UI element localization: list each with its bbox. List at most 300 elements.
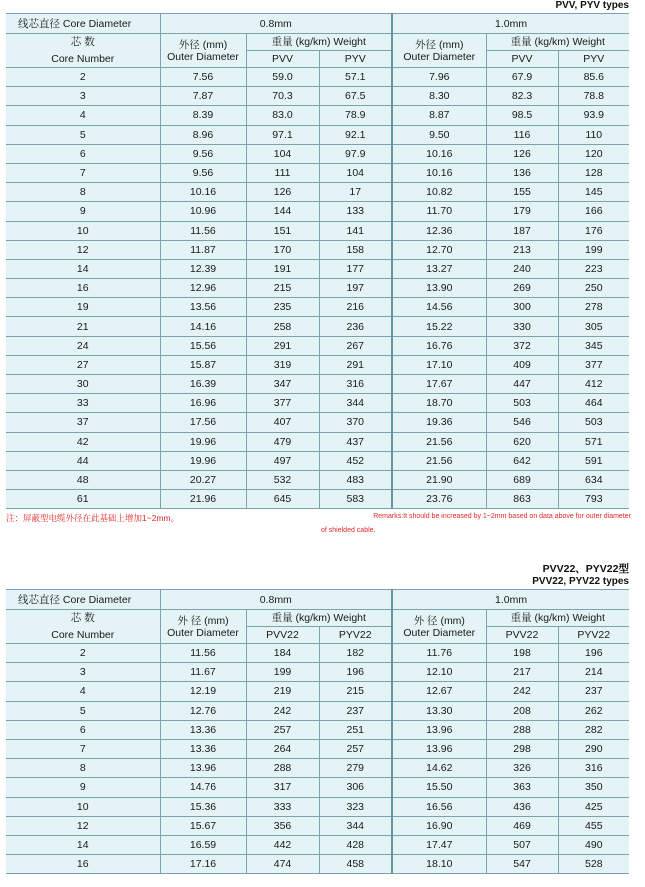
table-row bbox=[6, 413, 629, 432]
cell-weight-a-10: 179 bbox=[486, 202, 558, 221]
cell-weight-a-08: 442 bbox=[246, 835, 319, 854]
diameter-10-header: 1.0mm bbox=[392, 590, 629, 610]
cell-outer-diameter-08: 11.87 bbox=[160, 240, 246, 259]
cell-weight-b-10: 120 bbox=[558, 144, 629, 163]
cell-core-number: 12 bbox=[6, 240, 160, 259]
cell-weight-a-10: 372 bbox=[486, 336, 558, 355]
cell-weight-b-10: 196 bbox=[558, 644, 629, 663]
cell-weight-a-08: 191 bbox=[246, 259, 319, 278]
cell-weight-b-10: 128 bbox=[558, 163, 629, 182]
cell-outer-diameter-08: 16.39 bbox=[160, 375, 246, 394]
cell-weight-b-08: 237 bbox=[319, 701, 392, 720]
cell-weight-b-08: 97.9 bbox=[319, 144, 392, 163]
cell-core-number: 16 bbox=[6, 279, 160, 298]
table-row bbox=[6, 106, 629, 125]
col-pyv-10: PYV bbox=[558, 51, 629, 68]
cell-weight-b-08: 344 bbox=[319, 816, 392, 835]
cell-outer-diameter-10: 15.22 bbox=[392, 317, 486, 336]
cell-weight-a-10: 689 bbox=[486, 470, 558, 489]
cell-weight-a-08: 242 bbox=[246, 701, 319, 720]
cell-weight-b-08: 344 bbox=[319, 394, 392, 413]
cell-weight-a-08: 219 bbox=[246, 682, 319, 701]
cell-weight-a-10: 363 bbox=[486, 778, 558, 797]
cell-core-number: 9 bbox=[6, 202, 160, 221]
table-row bbox=[6, 739, 629, 758]
cell-outer-diameter-08: 16.59 bbox=[160, 835, 246, 854]
cell-weight-b-10: 250 bbox=[558, 279, 629, 298]
table1-type-title: PVV, PYV types bbox=[555, 0, 629, 11]
cell-weight-b-08: 279 bbox=[319, 759, 392, 778]
cell-core-number: 10 bbox=[6, 221, 160, 240]
cell-weight-a-08: 111 bbox=[246, 163, 319, 182]
table-row bbox=[6, 701, 629, 720]
cell-outer-diameter-10: 13.90 bbox=[392, 279, 486, 298]
table-row bbox=[6, 125, 629, 144]
cell-outer-diameter-10: 9.50 bbox=[392, 125, 486, 144]
cell-weight-a-10: 288 bbox=[486, 720, 558, 739]
spec-table-pvv-pyv bbox=[6, 13, 629, 509]
cell-outer-diameter-08: 12.19 bbox=[160, 682, 246, 701]
cell-outer-diameter-10: 21.90 bbox=[392, 470, 486, 489]
table-row bbox=[6, 317, 629, 336]
cell-weight-b-10: 262 bbox=[558, 701, 629, 720]
cell-weight-a-08: 264 bbox=[246, 739, 319, 758]
cell-outer-diameter-10: 10.16 bbox=[392, 144, 486, 163]
cell-outer-diameter-10: 21.56 bbox=[392, 432, 486, 451]
table-row bbox=[6, 375, 629, 394]
cell-weight-b-08: 236 bbox=[319, 317, 392, 336]
cell-weight-a-08: 291 bbox=[246, 336, 319, 355]
cell-outer-diameter-08: 7.87 bbox=[160, 87, 246, 106]
cell-core-number: 33 bbox=[6, 394, 160, 413]
cell-outer-diameter-08: 9.56 bbox=[160, 144, 246, 163]
cell-weight-b-08: 452 bbox=[319, 451, 392, 470]
cell-weight-b-08: 370 bbox=[319, 413, 392, 432]
outer-diameter-en: Outer Diameter bbox=[167, 50, 239, 63]
cell-core-number: 30 bbox=[6, 375, 160, 394]
cell-weight-b-08: 182 bbox=[319, 644, 392, 663]
cell-weight-a-10: 198 bbox=[486, 644, 558, 663]
weight-header-08: 重量 (kg/km) Weight bbox=[246, 34, 392, 51]
cell-weight-b-10: 145 bbox=[558, 183, 629, 202]
cell-weight-a-10: 863 bbox=[486, 490, 558, 509]
cell-weight-b-10: 345 bbox=[558, 336, 629, 355]
cell-weight-a-08: 199 bbox=[246, 663, 319, 682]
cell-weight-b-10: 425 bbox=[558, 797, 629, 816]
cell-weight-a-08: 59.0 bbox=[246, 68, 319, 87]
remark-english-line2: of shielded cable. bbox=[321, 527, 376, 534]
cell-outer-diameter-08: 15.87 bbox=[160, 355, 246, 374]
table-row bbox=[6, 259, 629, 278]
cell-core-number: 2 bbox=[6, 68, 160, 87]
outer-diameter-en: Outer Diameter bbox=[403, 50, 476, 63]
cell-outer-diameter-08: 13.36 bbox=[160, 739, 246, 758]
table-row bbox=[6, 336, 629, 355]
cell-weight-b-10: 110 bbox=[558, 125, 629, 144]
cell-outer-diameter-10: 17.67 bbox=[392, 375, 486, 394]
table2-type-title-cn: PVV22、PYV22型 bbox=[542, 563, 629, 575]
cell-weight-a-08: 347 bbox=[246, 375, 319, 394]
col-pyv22-10: PYV22 bbox=[558, 627, 629, 644]
cell-outer-diameter-08: 14.16 bbox=[160, 317, 246, 336]
cell-weight-b-10: 377 bbox=[558, 355, 629, 374]
cell-weight-a-10: 507 bbox=[486, 835, 558, 854]
cell-weight-b-10: 793 bbox=[558, 490, 629, 509]
table-row bbox=[6, 470, 629, 489]
diameter-10-header: 1.0mm bbox=[392, 14, 629, 34]
table-row bbox=[6, 279, 629, 298]
cell-core-number: 61 bbox=[6, 490, 160, 509]
cell-weight-b-08: 133 bbox=[319, 202, 392, 221]
outer-diameter-header-08 bbox=[160, 34, 246, 68]
cell-outer-diameter-10: 15.50 bbox=[392, 778, 486, 797]
cell-weight-b-10: 223 bbox=[558, 259, 629, 278]
cell-core-number: 5 bbox=[6, 701, 160, 720]
remark-english bbox=[321, 510, 641, 538]
cell-weight-a-10: 546 bbox=[486, 413, 558, 432]
cell-outer-diameter-08: 15.36 bbox=[160, 797, 246, 816]
cell-weight-a-08: 126 bbox=[246, 183, 319, 202]
table-row bbox=[6, 432, 629, 451]
cell-weight-a-10: 136 bbox=[486, 163, 558, 182]
cell-outer-diameter-10: 16.56 bbox=[392, 797, 486, 816]
core-number-en: Core Number bbox=[51, 628, 115, 641]
cell-outer-diameter-10: 17.10 bbox=[392, 355, 486, 374]
table-row bbox=[6, 778, 629, 797]
cell-outer-diameter-10: 16.76 bbox=[392, 336, 486, 355]
cell-weight-b-08: 483 bbox=[319, 470, 392, 489]
cell-weight-b-08: 216 bbox=[319, 298, 392, 317]
cell-weight-a-10: 326 bbox=[486, 759, 558, 778]
cell-weight-b-08: 215 bbox=[319, 682, 392, 701]
cell-outer-diameter-10: 13.30 bbox=[392, 701, 486, 720]
outer-diameter-en: Outer Diameter bbox=[403, 626, 476, 639]
spec-table-pvv22-pyv22 bbox=[6, 589, 629, 874]
cell-weight-b-10: 503 bbox=[558, 413, 629, 432]
cell-weight-b-08: 196 bbox=[319, 663, 392, 682]
cell-weight-b-10: 199 bbox=[558, 240, 629, 259]
cell-core-number: 6 bbox=[6, 720, 160, 739]
cell-weight-a-10: 642 bbox=[486, 451, 558, 470]
cell-weight-b-08: 323 bbox=[319, 797, 392, 816]
cell-weight-a-10: 187 bbox=[486, 221, 558, 240]
cell-outer-diameter-08: 20.27 bbox=[160, 470, 246, 489]
cell-weight-a-08: 184 bbox=[246, 644, 319, 663]
cell-weight-a-08: 97.1 bbox=[246, 125, 319, 144]
cell-outer-diameter-10: 12.67 bbox=[392, 682, 486, 701]
outer-diameter-cn: 外 径 (mm) bbox=[413, 614, 465, 627]
weight-header-08: 重量 (kg/km) Weight bbox=[246, 610, 392, 627]
outer-diameter-cn: 外径 (mm) bbox=[415, 38, 464, 51]
cell-core-number: 27 bbox=[6, 355, 160, 374]
cell-weight-b-08: 583 bbox=[319, 490, 392, 509]
cell-weight-a-10: 469 bbox=[486, 816, 558, 835]
cell-core-number: 8 bbox=[6, 759, 160, 778]
table-row bbox=[6, 221, 629, 240]
cell-weight-b-10: 214 bbox=[558, 663, 629, 682]
cell-weight-a-10: 82.3 bbox=[486, 87, 558, 106]
cell-outer-diameter-08: 8.96 bbox=[160, 125, 246, 144]
cell-outer-diameter-08: 13.96 bbox=[160, 759, 246, 778]
cell-core-number: 16 bbox=[6, 855, 160, 874]
cell-weight-b-08: 78.9 bbox=[319, 106, 392, 125]
cell-core-number: 3 bbox=[6, 87, 160, 106]
cell-outer-diameter-08: 14.76 bbox=[160, 778, 246, 797]
cell-outer-diameter-08: 16.96 bbox=[160, 394, 246, 413]
cell-outer-diameter-10: 11.76 bbox=[392, 644, 486, 663]
cell-weight-b-08: 267 bbox=[319, 336, 392, 355]
cell-weight-a-08: 144 bbox=[246, 202, 319, 221]
cell-core-number: 21 bbox=[6, 317, 160, 336]
table-row bbox=[6, 835, 629, 854]
core-number-cn: 芯 数 bbox=[6, 610, 160, 627]
cell-weight-b-10: 464 bbox=[558, 394, 629, 413]
cell-outer-diameter-10: 10.16 bbox=[392, 163, 486, 182]
cell-core-number: 7 bbox=[6, 739, 160, 758]
table-row bbox=[6, 855, 629, 874]
table2-type-title-en: PVV22, PYV22 types bbox=[532, 576, 629, 587]
cell-weight-a-08: 377 bbox=[246, 394, 319, 413]
cell-weight-a-08: 70.3 bbox=[246, 87, 319, 106]
cell-outer-diameter-10: 10.82 bbox=[392, 183, 486, 202]
cell-weight-a-08: 319 bbox=[246, 355, 319, 374]
cell-weight-b-10: 528 bbox=[558, 855, 629, 874]
weight-header-10: 重量 (kg/km) Weight bbox=[486, 34, 629, 51]
cell-weight-b-10: 350 bbox=[558, 778, 629, 797]
cell-weight-b-08: 458 bbox=[319, 855, 392, 874]
outer-diameter-header-10 bbox=[392, 610, 486, 644]
cell-weight-b-08: 17 bbox=[319, 183, 392, 202]
cell-weight-b-08: 57.1 bbox=[319, 68, 392, 87]
cell-weight-a-10: 298 bbox=[486, 739, 558, 758]
cell-weight-a-10: 208 bbox=[486, 701, 558, 720]
cell-weight-a-10: 116 bbox=[486, 125, 558, 144]
diameter-08-header: 0.8mm bbox=[160, 14, 392, 34]
cell-weight-a-10: 242 bbox=[486, 682, 558, 701]
cell-weight-a-10: 213 bbox=[486, 240, 558, 259]
diameter-08-header: 0.8mm bbox=[160, 590, 392, 610]
cell-outer-diameter-08: 7.56 bbox=[160, 68, 246, 87]
cell-weight-b-10: 571 bbox=[558, 432, 629, 451]
cell-weight-a-10: 547 bbox=[486, 855, 558, 874]
cell-core-number: 24 bbox=[6, 336, 160, 355]
cell-weight-b-10: 166 bbox=[558, 202, 629, 221]
cell-weight-a-08: 170 bbox=[246, 240, 319, 259]
cell-outer-diameter-10: 21.56 bbox=[392, 451, 486, 470]
cell-weight-a-10: 436 bbox=[486, 797, 558, 816]
cell-weight-b-08: 158 bbox=[319, 240, 392, 259]
cell-core-number: 8 bbox=[6, 183, 160, 202]
cell-core-number: 37 bbox=[6, 413, 160, 432]
table-row bbox=[6, 663, 629, 682]
cell-core-number: 5 bbox=[6, 125, 160, 144]
cell-core-number: 4 bbox=[6, 682, 160, 701]
cell-weight-b-10: 278 bbox=[558, 298, 629, 317]
outer-diameter-cn: 外径 (mm) bbox=[178, 38, 228, 51]
cell-weight-b-10: 455 bbox=[558, 816, 629, 835]
cell-weight-a-08: 235 bbox=[246, 298, 319, 317]
cell-outer-diameter-10: 16.90 bbox=[392, 816, 486, 835]
remark-chinese: 注：屏蔽型电缆外径在此基础上增加1~2mm。 bbox=[6, 513, 180, 523]
cell-weight-b-08: 316 bbox=[319, 375, 392, 394]
cell-core-number: 4 bbox=[6, 106, 160, 125]
cell-weight-a-08: 474 bbox=[246, 855, 319, 874]
cell-weight-a-10: 155 bbox=[486, 183, 558, 202]
cell-weight-b-08: 104 bbox=[319, 163, 392, 182]
cell-weight-a-10: 330 bbox=[486, 317, 558, 336]
col-pvv-10: PVV bbox=[486, 51, 558, 68]
cell-outer-diameter-08: 19.96 bbox=[160, 451, 246, 470]
cell-weight-b-10: 282 bbox=[558, 720, 629, 739]
cell-core-number: 7 bbox=[6, 163, 160, 182]
cell-weight-b-10: 305 bbox=[558, 317, 629, 336]
cell-outer-diameter-10: 12.70 bbox=[392, 240, 486, 259]
cell-weight-b-08: 428 bbox=[319, 835, 392, 854]
cell-weight-b-08: 437 bbox=[319, 432, 392, 451]
cell-outer-diameter-08: 17.56 bbox=[160, 413, 246, 432]
cell-weight-a-10: 409 bbox=[486, 355, 558, 374]
cell-outer-diameter-08: 8.39 bbox=[160, 106, 246, 125]
cell-outer-diameter-10: 12.10 bbox=[392, 663, 486, 682]
table-row bbox=[6, 720, 629, 739]
col-pyv22-08: PYV22 bbox=[319, 627, 392, 644]
table-row bbox=[6, 68, 629, 87]
cell-weight-a-10: 620 bbox=[486, 432, 558, 451]
remark-english-line1: Remarks:It should be increased by 1~2mm based on data above for outer diameter bbox=[373, 513, 631, 520]
table-row bbox=[6, 163, 629, 182]
cell-outer-diameter-08: 13.56 bbox=[160, 298, 246, 317]
cell-core-number: 44 bbox=[6, 451, 160, 470]
cell-weight-a-08: 356 bbox=[246, 816, 319, 835]
cell-outer-diameter-10: 14.62 bbox=[392, 759, 486, 778]
cell-weight-a-10: 217 bbox=[486, 663, 558, 682]
outer-diameter-cn: 外 径 (mm) bbox=[177, 614, 229, 627]
cell-weight-b-08: 306 bbox=[319, 778, 392, 797]
table-row bbox=[6, 816, 629, 835]
cell-weight-b-10: 634 bbox=[558, 470, 629, 489]
cell-core-number: 42 bbox=[6, 432, 160, 451]
cell-outer-diameter-08: 15.67 bbox=[160, 816, 246, 835]
cell-core-number: 6 bbox=[6, 144, 160, 163]
cell-weight-b-08: 92.1 bbox=[319, 125, 392, 144]
cell-weight-a-08: 407 bbox=[246, 413, 319, 432]
table-row bbox=[6, 183, 629, 202]
cell-outer-diameter-08: 19.96 bbox=[160, 432, 246, 451]
cell-outer-diameter-10: 8.87 bbox=[392, 106, 486, 125]
cell-weight-a-10: 240 bbox=[486, 259, 558, 278]
table-row bbox=[6, 298, 629, 317]
cell-outer-diameter-08: 11.56 bbox=[160, 221, 246, 240]
cell-outer-diameter-10: 14.56 bbox=[392, 298, 486, 317]
table-row bbox=[6, 797, 629, 816]
cell-weight-a-10: 503 bbox=[486, 394, 558, 413]
cell-weight-a-08: 288 bbox=[246, 759, 319, 778]
table-row bbox=[6, 144, 629, 163]
cell-weight-a-08: 497 bbox=[246, 451, 319, 470]
table-row bbox=[6, 451, 629, 470]
table-row bbox=[6, 394, 629, 413]
core-diameter-header: 线芯直径 Core Diameter bbox=[6, 14, 160, 34]
cell-weight-a-08: 215 bbox=[246, 279, 319, 298]
outer-diameter-header-10 bbox=[392, 34, 486, 68]
cell-outer-diameter-08: 21.96 bbox=[160, 490, 246, 509]
cell-weight-b-08: 251 bbox=[319, 720, 392, 739]
cell-core-number: 12 bbox=[6, 816, 160, 835]
cell-outer-diameter-10: 18.10 bbox=[392, 855, 486, 874]
cell-weight-b-10: 93.9 bbox=[558, 106, 629, 125]
cell-weight-a-10: 447 bbox=[486, 375, 558, 394]
cell-weight-b-08: 177 bbox=[319, 259, 392, 278]
cell-outer-diameter-08: 9.56 bbox=[160, 163, 246, 182]
cell-outer-diameter-08: 15.56 bbox=[160, 336, 246, 355]
cell-weight-b-10: 316 bbox=[558, 759, 629, 778]
cell-weight-a-08: 258 bbox=[246, 317, 319, 336]
cell-weight-a-10: 269 bbox=[486, 279, 558, 298]
cell-core-number: 10 bbox=[6, 797, 160, 816]
table-row bbox=[6, 644, 629, 663]
cell-outer-diameter-10: 8.30 bbox=[392, 87, 486, 106]
cell-outer-diameter-10: 11.70 bbox=[392, 202, 486, 221]
col-pvv22-10: PVV22 bbox=[486, 627, 558, 644]
cell-outer-diameter-10: 19.36 bbox=[392, 413, 486, 432]
table-row bbox=[6, 682, 629, 701]
cell-outer-diameter-08: 10.96 bbox=[160, 202, 246, 221]
cell-outer-diameter-10: 17.47 bbox=[392, 835, 486, 854]
outer-diameter-en: Outer Diameter bbox=[167, 626, 239, 639]
core-number-en: Core Number bbox=[51, 52, 115, 65]
cell-outer-diameter-08: 12.76 bbox=[160, 701, 246, 720]
cell-outer-diameter-08: 11.67 bbox=[160, 663, 246, 682]
cell-weight-a-08: 257 bbox=[246, 720, 319, 739]
cell-outer-diameter-08: 12.96 bbox=[160, 279, 246, 298]
cell-weight-a-08: 333 bbox=[246, 797, 319, 816]
cell-outer-diameter-10: 23.76 bbox=[392, 490, 486, 509]
cell-weight-a-10: 98.5 bbox=[486, 106, 558, 125]
cell-weight-b-10: 176 bbox=[558, 221, 629, 240]
cell-outer-diameter-08: 17.16 bbox=[160, 855, 246, 874]
cell-weight-b-08: 257 bbox=[319, 739, 392, 758]
cell-outer-diameter-10: 12.36 bbox=[392, 221, 486, 240]
cell-outer-diameter-08: 12.39 bbox=[160, 259, 246, 278]
table-row bbox=[6, 87, 629, 106]
cell-outer-diameter-08: 11.56 bbox=[160, 644, 246, 663]
cell-core-number: 9 bbox=[6, 778, 160, 797]
weight-header-10: 重量 (kg/km) Weight bbox=[486, 610, 629, 627]
core-number-cn: 芯 数 bbox=[6, 34, 160, 51]
cell-core-number: 2 bbox=[6, 644, 160, 663]
cell-core-number: 14 bbox=[6, 835, 160, 854]
cell-outer-diameter-08: 13.36 bbox=[160, 720, 246, 739]
cell-core-number: 3 bbox=[6, 663, 160, 682]
cell-weight-a-08: 317 bbox=[246, 778, 319, 797]
cell-weight-a-08: 151 bbox=[246, 221, 319, 240]
cell-weight-a-10: 126 bbox=[486, 144, 558, 163]
cell-weight-b-10: 591 bbox=[558, 451, 629, 470]
table-row bbox=[6, 240, 629, 259]
cell-core-number: 19 bbox=[6, 298, 160, 317]
cell-weight-b-10: 237 bbox=[558, 682, 629, 701]
table-row bbox=[6, 490, 629, 509]
cell-core-number: 14 bbox=[6, 259, 160, 278]
cell-weight-b-10: 412 bbox=[558, 375, 629, 394]
cell-outer-diameter-10: 18.70 bbox=[392, 394, 486, 413]
col-pvv22-08: PVV22 bbox=[246, 627, 319, 644]
cell-weight-b-10: 85.6 bbox=[558, 68, 629, 87]
cell-weight-b-08: 67.5 bbox=[319, 87, 392, 106]
table-row bbox=[6, 355, 629, 374]
cell-weight-b-10: 290 bbox=[558, 739, 629, 758]
table-row bbox=[6, 759, 629, 778]
